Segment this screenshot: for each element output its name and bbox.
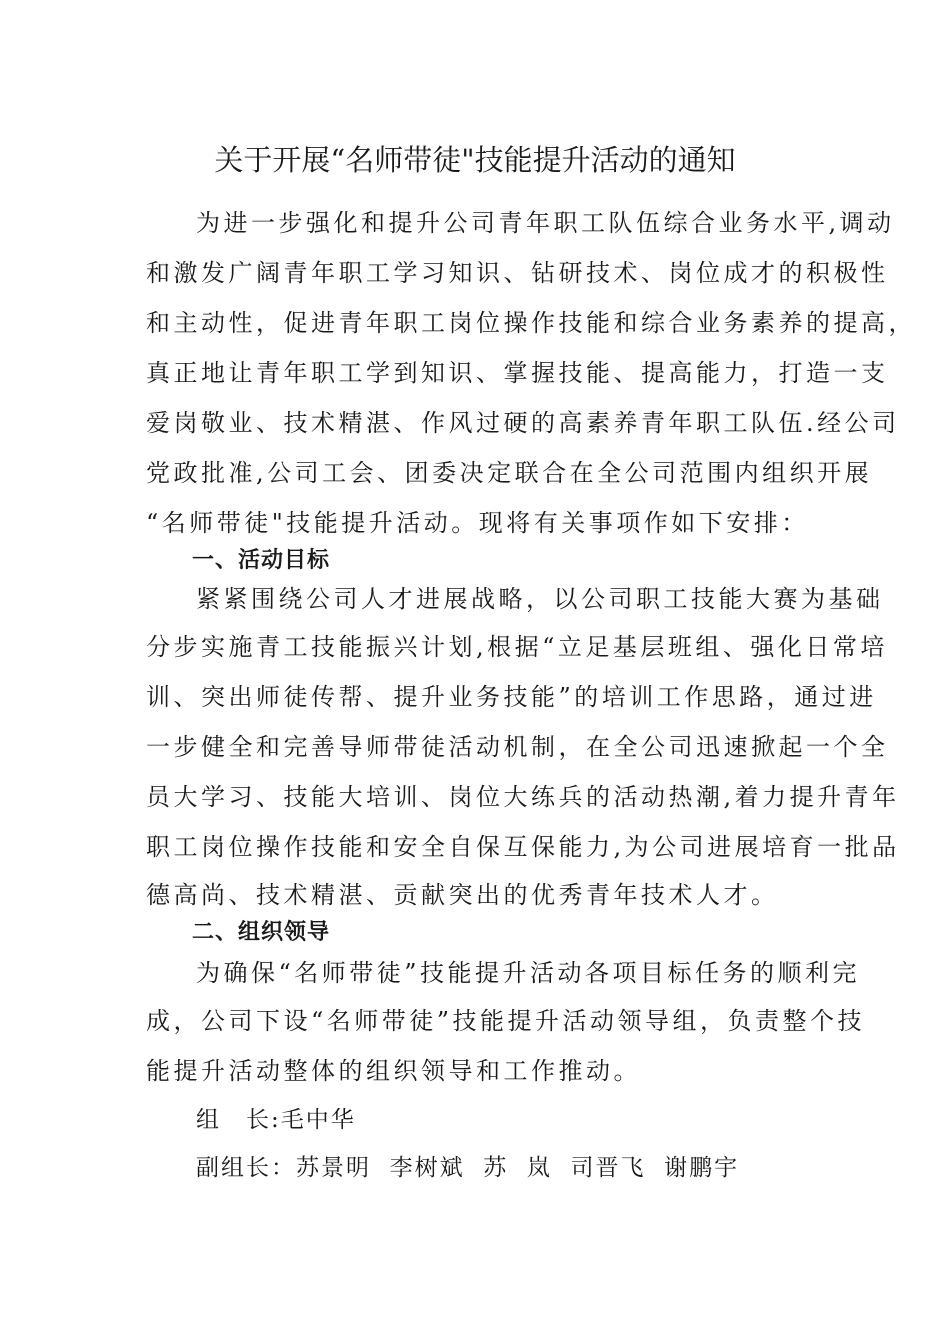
intro-line-4: 真正地让青年职工学到知识、掌握技能、提高能力，打造一支 (146, 359, 889, 387)
intro-line-6: 党政批准,公司工会、团委决定联合在全公司范围内组织开展 (146, 459, 873, 487)
intro-line-1: 为进一步强化和提升公司青年职工队伍综合业务水平,调动 (196, 209, 895, 237)
deputy-leaders: 副组长：苏景明 李树斌 苏 岚 司晋飞 谢鹏宇 (196, 1155, 740, 1181)
document-title: 关于开展“名师带徒"技能提升活动的通知 (214, 143, 736, 177)
group-leader: 组 长:毛中华 (196, 1107, 356, 1133)
section1-line-5: 员大学习、技能大培训、岗位大练兵的活动热潮,着力提升青年 (146, 783, 900, 811)
intro-line-3: 和主动性，促进青年职工岗位操作技能和综合业务素养的提高， (146, 309, 916, 337)
section1-line-7: 德高尚、技术精湛、贡献突出的优秀青年技术人才。 (146, 881, 779, 909)
section1-line-6: 职工岗位操作技能和安全自保互保能力,为公司进展培育一批品 (146, 833, 900, 861)
section1-line-3: 训、突出师徒传帮、提升业务技能”的培训工作思路，通过进 (146, 683, 877, 711)
section2-line-1: 为确保“名师带徒”技能提升活动各项目标任务的顺利完 (196, 959, 861, 987)
section2-line-2: 成，公司下设“名师带徒”技能提升活动领导组，负责整个技 (146, 1007, 866, 1035)
section-heading-goals: 一、活动目标 (192, 548, 331, 573)
section1-line-4: 一步健全和完善导师带徒活动机制，在全公司迅速掀起一个全 (146, 733, 889, 761)
section1-line-2: 分步实施青工技能振兴计划,根据“立足基层班组、强化日常培 (146, 633, 888, 661)
intro-line-5: 爱岗敬业、技术精湛、作风过硬的高素养青年职工队伍.经公司 (146, 409, 900, 437)
intro-line-2: 和激发广阔青年职工学习知识、钻研技术、岗位成才的积极性 (146, 259, 889, 287)
intro-line-7: “名师带徒"技能提升活动。现将有关事项作如下安排： (146, 509, 809, 537)
section-heading-organization: 二、组织领导 (192, 920, 331, 945)
section1-line-1: 紧紧围绕公司人才进展战略，以公司职工技能大赛为基础 (196, 585, 884, 613)
section2-line-3: 能提升活动整体的组织领导和工作推动。 (146, 1057, 641, 1085)
